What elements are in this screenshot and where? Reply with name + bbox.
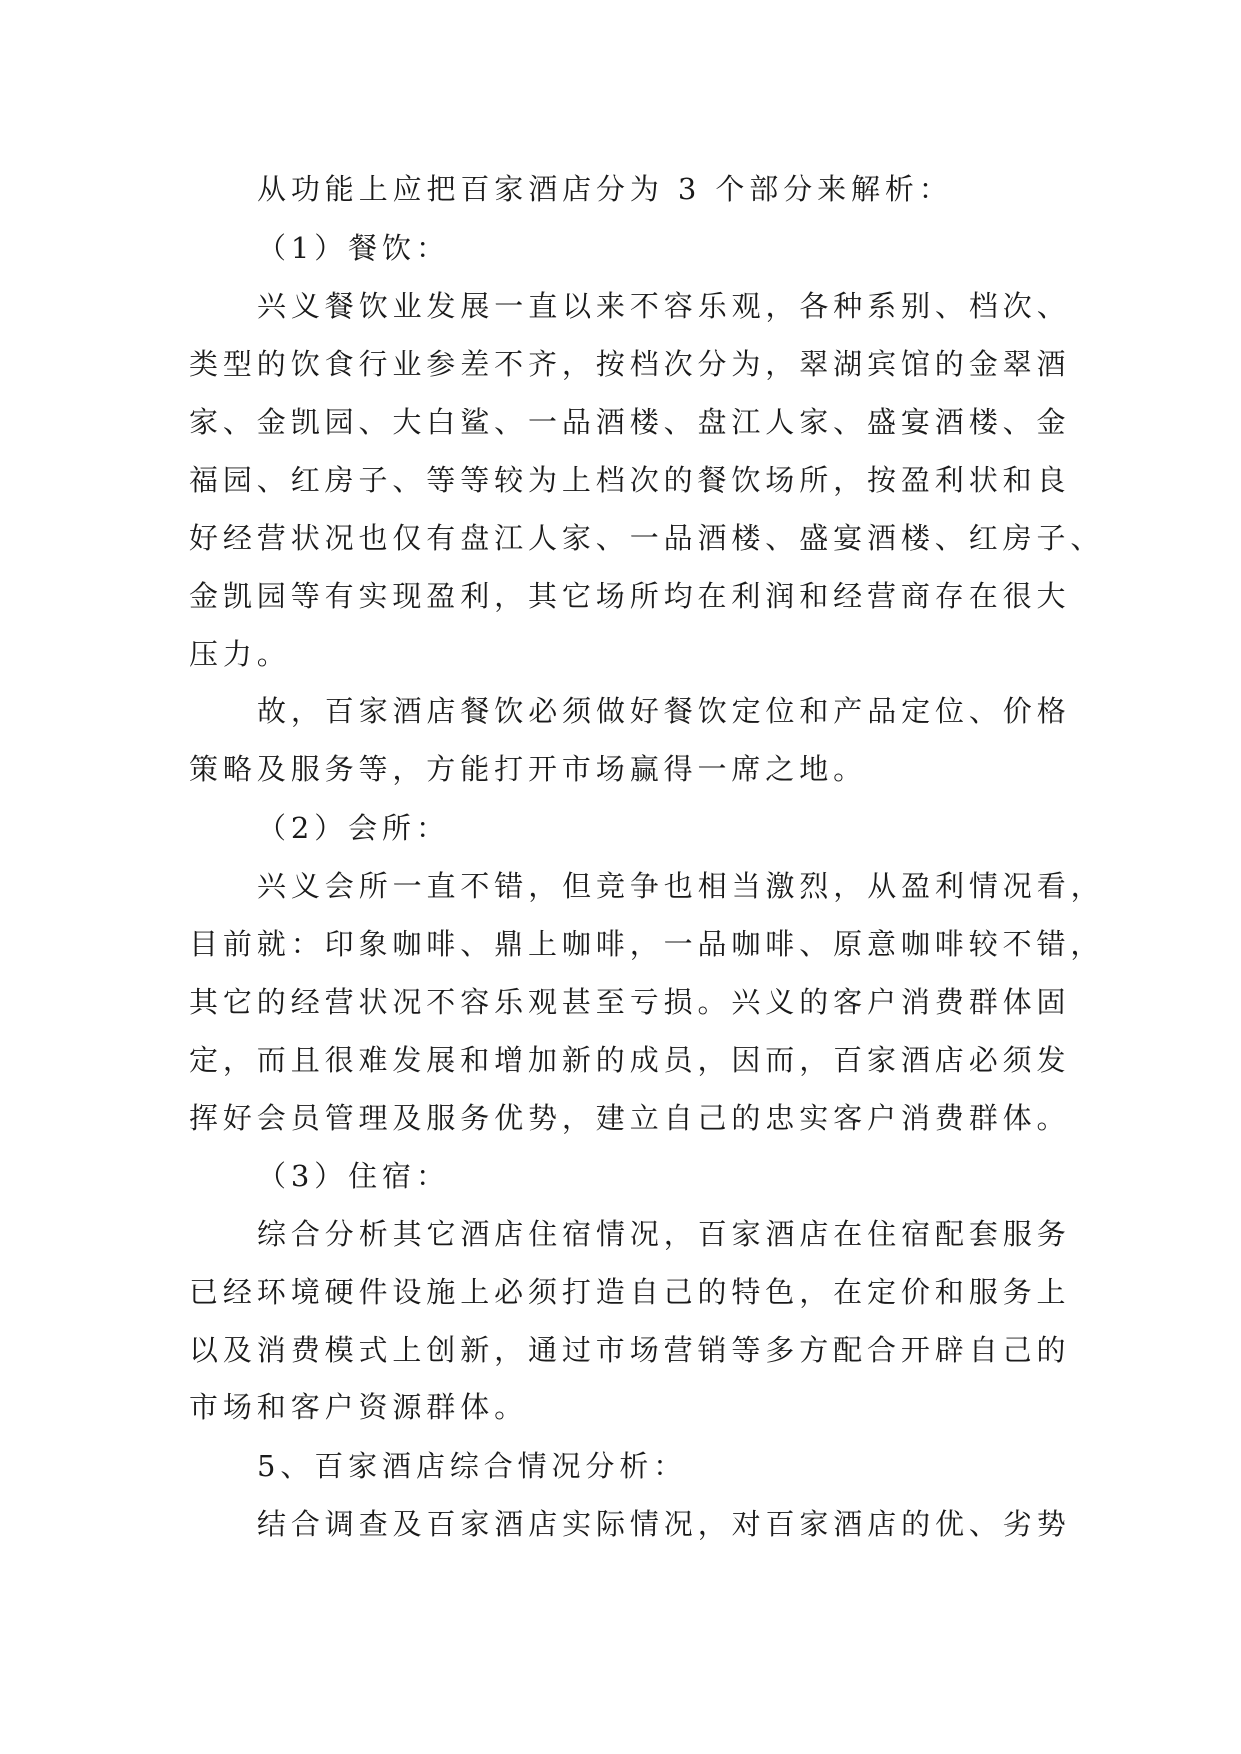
paragraph-line: 定，而且很难发展和增加新的成员，因而，百家酒店必须发 (189, 1043, 1071, 1077)
paragraph-line: 挥好会员管理及服务优势，建立自己的忠实客户消费群体。 (189, 1101, 1071, 1135)
paragraph-line: 类型的饮食行业参差不齐，按档次分为，翠湖宾馆的金翠酒 (189, 347, 1071, 381)
paragraph-line: 策略及服务等，方能打开市场赢得一席之地。 (189, 752, 868, 786)
section-heading-lodging: （3）住宿： (257, 1159, 450, 1193)
paragraph-line: 已经环境硬件设施上必须打造自己的特色，在定价和服务上 (189, 1275, 1071, 1309)
paragraph-line: 市场和客户资源群体。 (189, 1390, 529, 1424)
intro-line: 从功能上应把百家酒店分为 3 个部分来解析： (257, 172, 953, 206)
paragraph-line: 兴义会所一直不错，但竞争也相当激烈，从盈利情况看， (257, 869, 1105, 903)
paragraph-line: 综合分析其它酒店住宿情况，百家酒店在住宿配套服务 (257, 1217, 1071, 1251)
paragraph-line: 福园、红房子、等等较为上档次的餐饮场所，按盈利状和良 (189, 463, 1071, 497)
paragraph-line: 结合调查及百家酒店实际情况，对百家酒店的优、劣势 (257, 1507, 1071, 1541)
paragraph-line: 家、金凯园、大白鲨、一品酒楼、盘江人家、盛宴酒楼、金 (189, 405, 1071, 439)
section-heading-club: （2）会所： (257, 811, 450, 845)
paragraph-line: 好经营状况也仅有盘江人家、一品酒楼、盛宴酒楼、红房子、 (189, 521, 1105, 555)
paragraph-line: 其它的经营状况不容乐观甚至亏损。兴义的客户消费群体固 (189, 985, 1071, 1019)
paragraph-line: 金凯园等有实现盈利，其它场所均在利润和经营商存在很大 (189, 579, 1071, 613)
section-heading-dining: （1）餐饮： (257, 231, 450, 265)
paragraph-line: 目前就：印象咖啡、鼎上咖啡，一品咖啡、原意咖啡较不错， (189, 927, 1105, 961)
paragraph-line: 兴义餐饮业发展一直以来不容乐观，各种系别、档次、 (257, 289, 1071, 323)
section-heading-analysis: 5、百家酒店综合情况分析： (257, 1449, 688, 1483)
paragraph-line: 以及消费模式上创新，通过市场营销等多方配合开辟自己的 (189, 1333, 1071, 1367)
paragraph-line: 故，百家酒店餐饮必须做好餐饮定位和产品定位、价格 (257, 694, 1071, 728)
paragraph-line: 压力。 (189, 637, 291, 671)
